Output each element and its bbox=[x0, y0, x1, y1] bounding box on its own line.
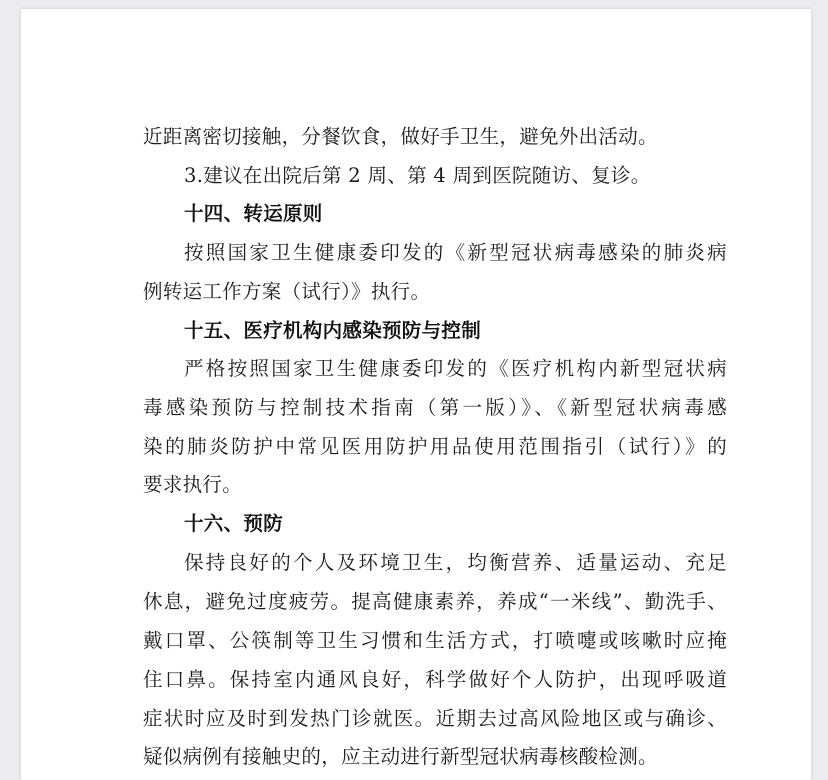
text-line-13: 症状时应及时到发热门诊就医。近期去过高风险地区或与确诊、 bbox=[143, 707, 727, 730]
text-line-9: 保持良好的个人及环境卫生，均衡营养、适量运动、充足 bbox=[184, 551, 727, 574]
text-line-11: 戴口罩、公筷制等卫生习惯和生活方式，打喷嚏或咳嗽时应掩 bbox=[143, 629, 727, 652]
section-heading-14: 十四、转运原则 bbox=[184, 202, 323, 225]
text-line-4: 例转运工作方案（试行）》执行。 bbox=[143, 280, 431, 303]
text-line-5: 严格按照国家卫生健康委印发的《医疗机构内新型冠状病 bbox=[184, 357, 727, 380]
text-line-10: 休息，避免过度疲劳。提高健康素养，养成“一米线”、勤洗手、 bbox=[143, 590, 727, 613]
text-line-14: 疑似病例有接触史的，应主动进行新型冠状病毒核酸检测。 bbox=[143, 745, 658, 768]
document-page bbox=[21, 9, 811, 780]
section-heading-16: 十六、预防 bbox=[184, 512, 284, 535]
text-line-8: 要求执行。 bbox=[143, 473, 243, 496]
text-line-3: 按照国家卫生健康委印发的《新型冠状病毒感染的肺炎病 bbox=[184, 241, 727, 264]
section-heading-15: 十五、医疗机构内感染预防与控制 bbox=[184, 319, 482, 342]
text-line-12: 住口鼻。保持室内通风良好，科学做好个人防护，出现呼吸道 bbox=[143, 668, 727, 691]
text-line-2: 3.建议在出院后第 2 周、第 4 周到医院随访、复诊。 bbox=[184, 164, 651, 187]
text-line-7: 染的肺炎防护中常见医用防护用品使用范围指引（试行）》的 bbox=[143, 435, 727, 458]
text-line-6: 毒感染预防与控制技术指南（第一版）》、《新型冠状病毒感 bbox=[143, 396, 727, 419]
text-line-1: 近距离密切接触，分餐饮食，做好手卫生，避免外出活动。 bbox=[143, 125, 658, 148]
